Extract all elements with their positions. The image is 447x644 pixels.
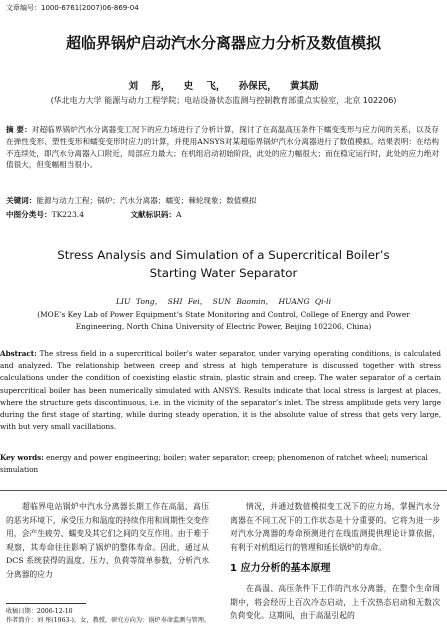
english-title-line1: Stress Analysis and Simulation of a Supercritical Boiler’s bbox=[57, 248, 390, 262]
chinese-authors: 刘 彤， 史 飞， 孙保民， 黄其励 bbox=[128, 81, 319, 92]
left-column bbox=[6, 500, 209, 582]
author-bio: 作者简介：刘 彤(1963-)，女，教授，研究方向为：锅炉寿命监测与管理。 bbox=[6, 617, 211, 624]
english-affiliation: (MOE’s Key Lab of Power Equipment’s State Monitoring and Control, College of Energy and Power Engineering, North China University of Electric Power, Beijing 102206, China) bbox=[37, 310, 410, 331]
english-abstract-text: The stress field in a supercritical boiler’s water separator, under varying operating conditions, is calculated and analyzed. The relationship between creep and stress at high temperature is discussed together with stress calculations under the condition of coexisting elastic strain, plastic strain and creep. The water separator of a certain supercritical boiler has been numerically simulated with ANSYS. Results indicate that local stress is largest at places, where the structure gets discontinuous, i.e. in the vicinity of the separator’s inlet. The stress amplitude gets very large during the first stage of starting, while during steady operation, it is the absolute value of stress that gets very large, with but very small vacillations. bbox=[0, 349, 441, 432]
article-number: 文章编号：1000-6761(2007)06-869-04 bbox=[6, 4, 139, 12]
chinese-abstract-label: 摘 要： bbox=[6, 125, 32, 134]
english-title-line2: Starting Water Separator bbox=[149, 266, 298, 280]
english-title bbox=[0, 246, 447, 282]
section-1-paragraph: 在高温、高压条件下工作的汽水分离器，在整个生命周期中，将会经历上百次冷态启动，上千次热态启动和无数次负荷变化。这期间，由于高温引起的 bbox=[230, 583, 440, 621]
chinese-abstract bbox=[6, 124, 439, 171]
chinese-keywords-text: 能源与动力工程；锅炉；汽水分离器；蠕变；棘轮现象；数值模拟 bbox=[36, 196, 257, 205]
document-code-label: 文献标识码： bbox=[130, 210, 177, 219]
english-keywords-label: Key words: bbox=[0, 453, 44, 462]
chinese-title: 超临界锅炉启动汽水分离器应力分析及数值模拟 bbox=[65, 34, 381, 52]
clc-label: 中图分类号： bbox=[6, 210, 52, 219]
english-authors: LIU Tong， SHI Fei， SUN Baomin， HUANG Qi-li bbox=[115, 297, 332, 306]
footnote bbox=[6, 607, 216, 625]
chinese-keywords-label: 关键词： bbox=[6, 196, 37, 205]
english-abstract bbox=[0, 348, 441, 433]
classification-line bbox=[6, 209, 226, 220]
chinese-keywords bbox=[6, 195, 439, 206]
english-abstract-label: Abstract: bbox=[0, 349, 37, 358]
chinese-abstract-text: 对超临界锅炉汽水分离器变工况下的应力场进行了分析计算，探讨了在高温高压条件下蠕变变形与应力间的关系，以及存在弹性变形、塑性变形和蠕变变形时应力的计算，并使用ANSYS对某超临界锅炉汽水分离器进行了数值模拟。结果表明：在结构不连续处，即汽水分离器入口附近，局部应力最大；在机组启动初始阶段，此处的应力幅很大；而在稳定运行时，此处的应力绝对值很大，但变幅相当很小。 bbox=[6, 125, 439, 170]
document-code bbox=[130, 210, 203, 219]
intro-paragraph: 超临界电站锅炉中汽水分离器长期工作在高温、高压的恶劣环境下，承受压力和温度的持续作用和周期性交变作用，会产生疲劳、蠕变及其它们之间的交互作用。由于难于观察，其寿命往往影响了锅炉的整体寿命。因此，通过从 DCS 系统获得的温度、压力、负荷等简单参数，分析汽水分离器的应力 bbox=[6, 502, 209, 579]
intro-paragraph-continued: 情况，并通过数值模拟变工况下的应力场，掌握汽水分离器在不同工况下的工作状态是十分重要的。它将为进一步对汽水分离器的寿命预测进行在线监测提供理论计算依据，有利于对机组运行的管理和延长锅炉的寿命。 bbox=[230, 502, 440, 552]
clc-number bbox=[6, 210, 106, 219]
chinese-affiliation: (华北电力大学 能源与动力工程学院；电站设备状态监测与控制教育部重点实验室，北京 102206) bbox=[50, 96, 397, 105]
document-code-value: A bbox=[176, 210, 182, 219]
body-divider bbox=[0, 490, 447, 491]
received-date: 收稿日期：2006-12-10 bbox=[6, 608, 73, 615]
clc-value: TK223.4 bbox=[51, 210, 85, 219]
right-column bbox=[230, 500, 440, 623]
section-heading-1: 1 应力分析的基本原理 bbox=[230, 563, 331, 575]
english-keywords-text: energy and power engineering; boiler; water separator; creep; phenomenon of ratchet wheel; numerical simulation bbox=[0, 453, 428, 475]
english-keywords bbox=[0, 452, 441, 476]
footnote-divider bbox=[6, 603, 86, 604]
